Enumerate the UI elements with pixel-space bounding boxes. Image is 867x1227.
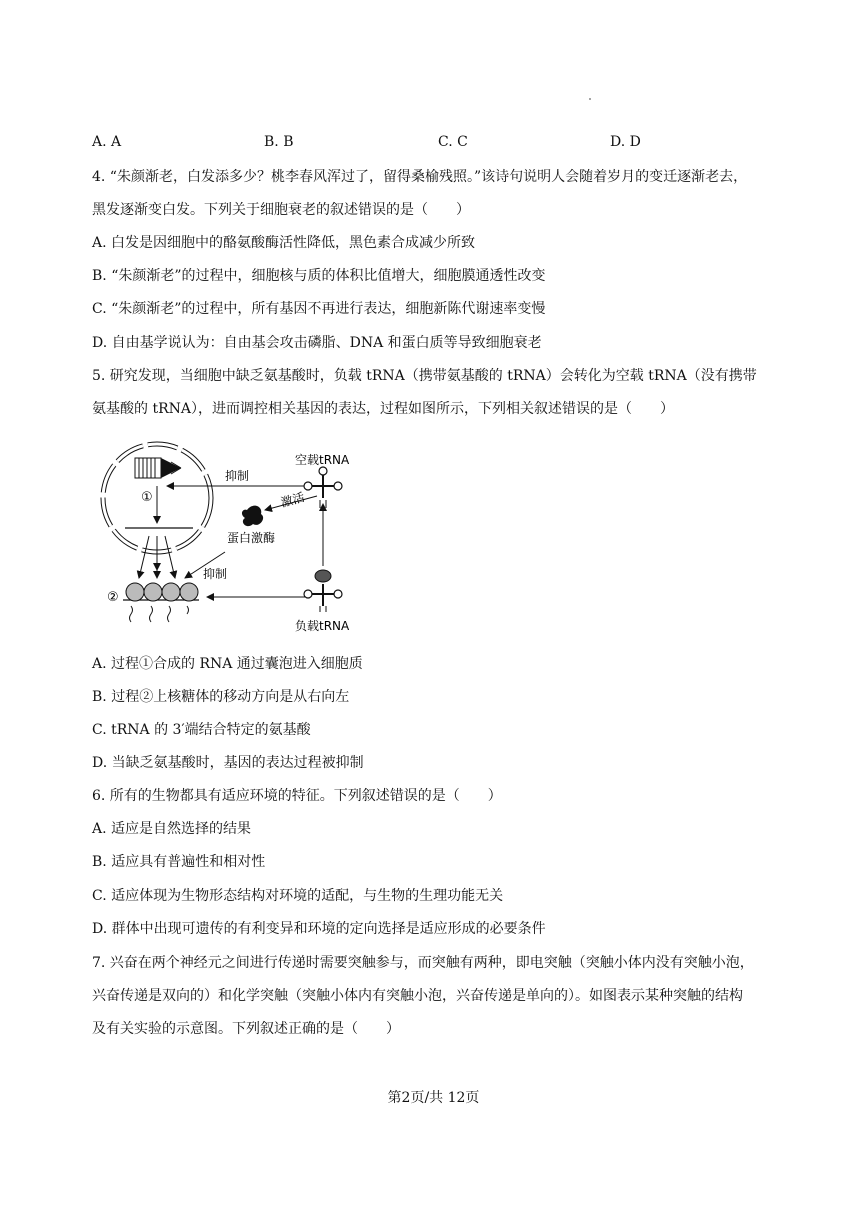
q3-option-a: A. A (92, 134, 122, 150)
protein-kinase-icon (242, 506, 263, 527)
q3-options (92, 134, 792, 154)
q4-stem-line2: 黑发逐渐变白发。下列关于细胞衰老的叙述错误的是（ ） (92, 202, 470, 218)
q5-option-c: C. tRNA 的 3′端结合特定的氨基酸 (92, 722, 311, 738)
q5-option-d: D. 当缺乏氨基酸时，基因的表达过程被抑制 (92, 755, 364, 771)
q4-option-b: B. “朱颜渐老”的过程中，细胞核与质的体积比值增大，细胞膜通透性改变 (92, 268, 546, 284)
q6-option-d: D. 群体中出现可遗传的有利变异和环境的定向选择是适应形成的必要条件 (92, 921, 546, 937)
q6-option-c: C. 适应体现为生物形态结构对环境的适配，与生物的生理功能无关 (92, 888, 504, 904)
q5-stem-line2: 氨基酸的 tRNA），进而调控相关基因的表达，过程如图所示，下列相关叙述错误的是（ ） (92, 401, 674, 417)
q5-option-a: A. 过程①合成的 RNA 通过囊泡进入细胞质 (92, 656, 363, 672)
label-process-1: ① (141, 490, 153, 505)
label-activate: 激活 (279, 490, 307, 510)
q4-stem-line1: 4. “朱颜渐老，白发添多少？桃李春风浑过了，留得桑榆残照。”该诗句说明人会随着岁月的变迁逐渐老去， (92, 169, 748, 185)
ribosome-group (126, 583, 198, 622)
label-inhibit-bottom: 抑制 (203, 567, 228, 581)
q3-option-b: B. B (264, 134, 294, 150)
q5-option-b: B. 过程②上核糖体的移动方向是从右向左 (92, 689, 350, 705)
q6-option-a: A. 适应是自然选择的结果 (92, 821, 252, 837)
q6-stem: 6. 所有的生物都具有适应环境的特征。下列叙述错误的是（ ） (92, 788, 502, 804)
stray-dot (589, 98, 591, 100)
q4-option-c: C. “朱颜渐老”的过程中，所有基因不再进行表达，细胞新陈代谢速率变慢 (92, 301, 546, 317)
dna-icon (135, 458, 181, 478)
ribosome-arrow-1 (139, 536, 149, 578)
ribosome-arrow-3 (165, 536, 175, 578)
q5-gene-expression-diagram (95, 440, 370, 640)
q4-option-d: D. 自由基学说认为：自由基会攻击磷脂、DNA 和蛋白质等导致细胞衰老 (92, 335, 542, 351)
label-process-2: ② (107, 590, 119, 605)
q7-stem-line3: 及有关实验的示意图。下列叙述正确的是（ ） (92, 1021, 400, 1037)
q7-stem-line1: 7. 兴奋在两个神经元之间进行传递时需要突触参与，而突触有两种，即电突触（突触小体内没有突触小泡， (92, 955, 754, 971)
q4-option-a: A. 白发是因细胞中的酪氨酸酶活性降低，黑色素合成减少所致 (92, 235, 476, 251)
label-loaded-trna: 负载tRNA (295, 619, 350, 633)
q6-option-b: B. 适应具有普遍性和相对性 (92, 854, 266, 870)
loaded-trna-icon (304, 570, 342, 612)
label-inhibit-top: 抑制 (225, 469, 250, 483)
label-empty-trna: 空载tRNA (295, 453, 350, 467)
empty-trna-icon (304, 467, 342, 508)
q3-option-d: D. D (610, 134, 641, 150)
q3-option-c: C. C (438, 134, 468, 150)
q5-stem-line1: 5. 研究发现，当细胞中缺乏氨基酸时，负载 tRNA（携带氨基酸的 tRNA）会转化为空载 tRNA（没有携带 (92, 368, 757, 384)
q7-stem-line2: 兴奋传递是双向的）和化学突触（突触小体内有突触小泡，兴奋传递是单向的）。如图表示某种突触的结构 (92, 988, 743, 1004)
page-footer: 第2页/共 12页 (387, 1090, 480, 1106)
label-protein-kinase: 蛋白激酶 (227, 531, 276, 545)
